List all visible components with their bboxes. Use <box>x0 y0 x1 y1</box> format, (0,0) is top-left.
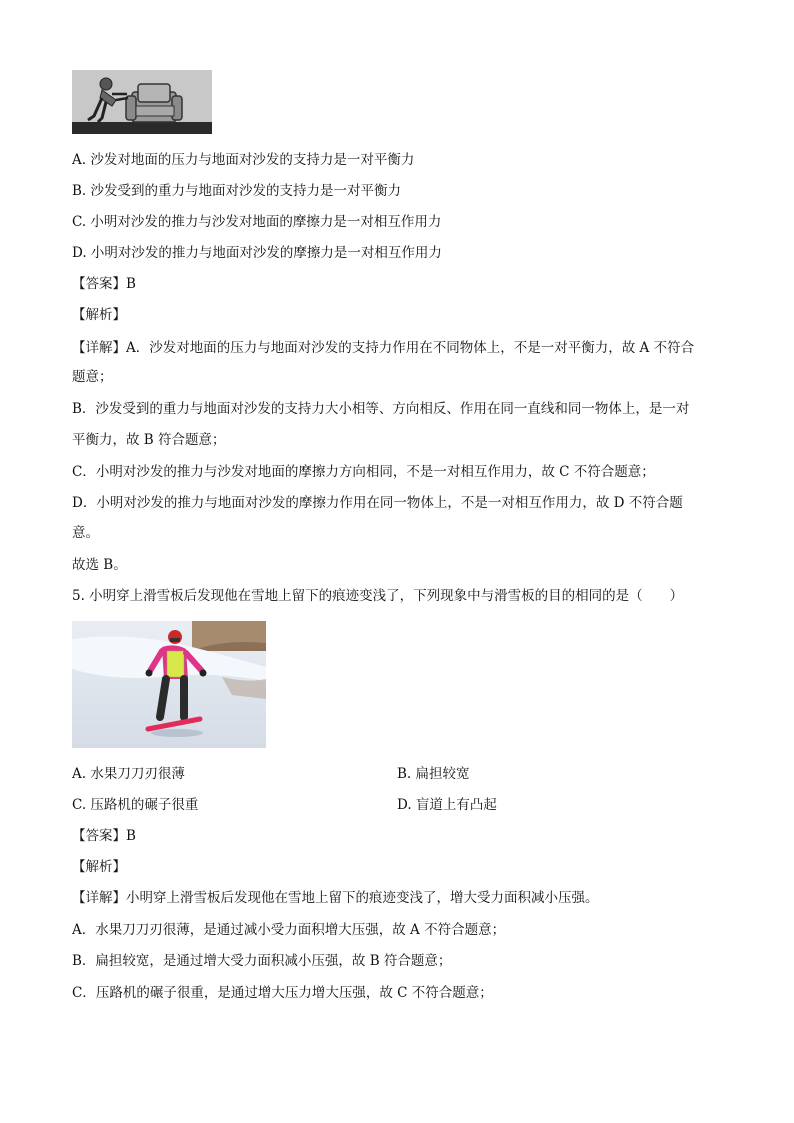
q5-option-d: D. 盲道上有凸起 <box>397 797 497 813</box>
q5-detail-line: 【详解】小明穿上滑雪板后发现他在雪地上留下的痕迹变浅了，增大受力面积减小压强。 <box>72 890 599 906</box>
q4-option-d: D. 小明对沙发的推力与地面对沙发的摩擦力是一对相互作用力 <box>72 245 442 261</box>
q4-detail-line: 平衡力，故 B 符合题意； <box>72 432 226 448</box>
q4-detail-line: B．沙发受到的重力与地面对沙发的支持力大小相等、方向相反、作用在同一直线和同一物体上，是一对 <box>72 401 690 417</box>
q4-detail-line: D．小明对沙发的推力与地面对沙发的摩擦力作用在同一物体上，不是一对相互作用力，故 D 不符合题 <box>72 495 683 511</box>
q4-detail-line: 题意； <box>72 369 113 385</box>
q5-option-c: C. 压路机的碾子很重 <box>72 797 199 813</box>
q4-option-a: A. 沙发对地面的压力与地面对沙发的支持力是一对平衡力 <box>72 152 415 168</box>
q5-option-a: A. 水果刀刀刃很薄 <box>72 766 185 782</box>
q4-answer: 【答案】B <box>72 276 136 292</box>
q5-detail-line: B．扁担较宽，是通过增大受力面积减小压强，故 B 符合题意； <box>72 953 452 969</box>
snowboarder-photo <box>72 621 266 748</box>
q5-detail-line: C．压路机的碾子很重，是通过增大压力增大压强，故 C 不符合题意； <box>72 985 493 1001</box>
q4-option-c: C. 小明对沙发的推力与沙发对地面的摩擦力是一对相互作用力 <box>72 214 442 230</box>
sofa-push-figure <box>72 70 212 134</box>
q4-detail-line: 【详解】A．沙发对地面的压力与地面对沙发的支持力作用在不同物体上，不是一对平衡力，故 A 不符合 <box>72 340 695 356</box>
q5-option-b: B. 扁担较宽 <box>397 766 470 782</box>
q4-option-b: B. 沙发受到的重力与地面对沙发的支持力是一对平衡力 <box>72 183 402 199</box>
q5-question: 5. 小明穿上滑雪板后发现他在雪地上留下的痕迹变浅了，下列现象中与滑雪板的目的相同的是（ ） <box>72 588 684 604</box>
q5-detail-line: A．水果刀刀刃很薄，是通过减小受力面积增大压强，故 A 不符合题意； <box>72 922 506 938</box>
q4-detail-line: 故选 B。 <box>72 557 127 573</box>
q5-answer: 【答案】B <box>72 828 136 844</box>
q4-detail-line: 意。 <box>72 525 99 541</box>
q4-analysis-heading: 【解析】 <box>72 307 126 323</box>
q5-analysis-heading: 【解析】 <box>72 859 126 875</box>
q4-detail-line: C．小明对沙发的推力与沙发对地面的摩擦力方向相同，不是一对相互作用力，故 C 不符合题意； <box>72 464 655 480</box>
